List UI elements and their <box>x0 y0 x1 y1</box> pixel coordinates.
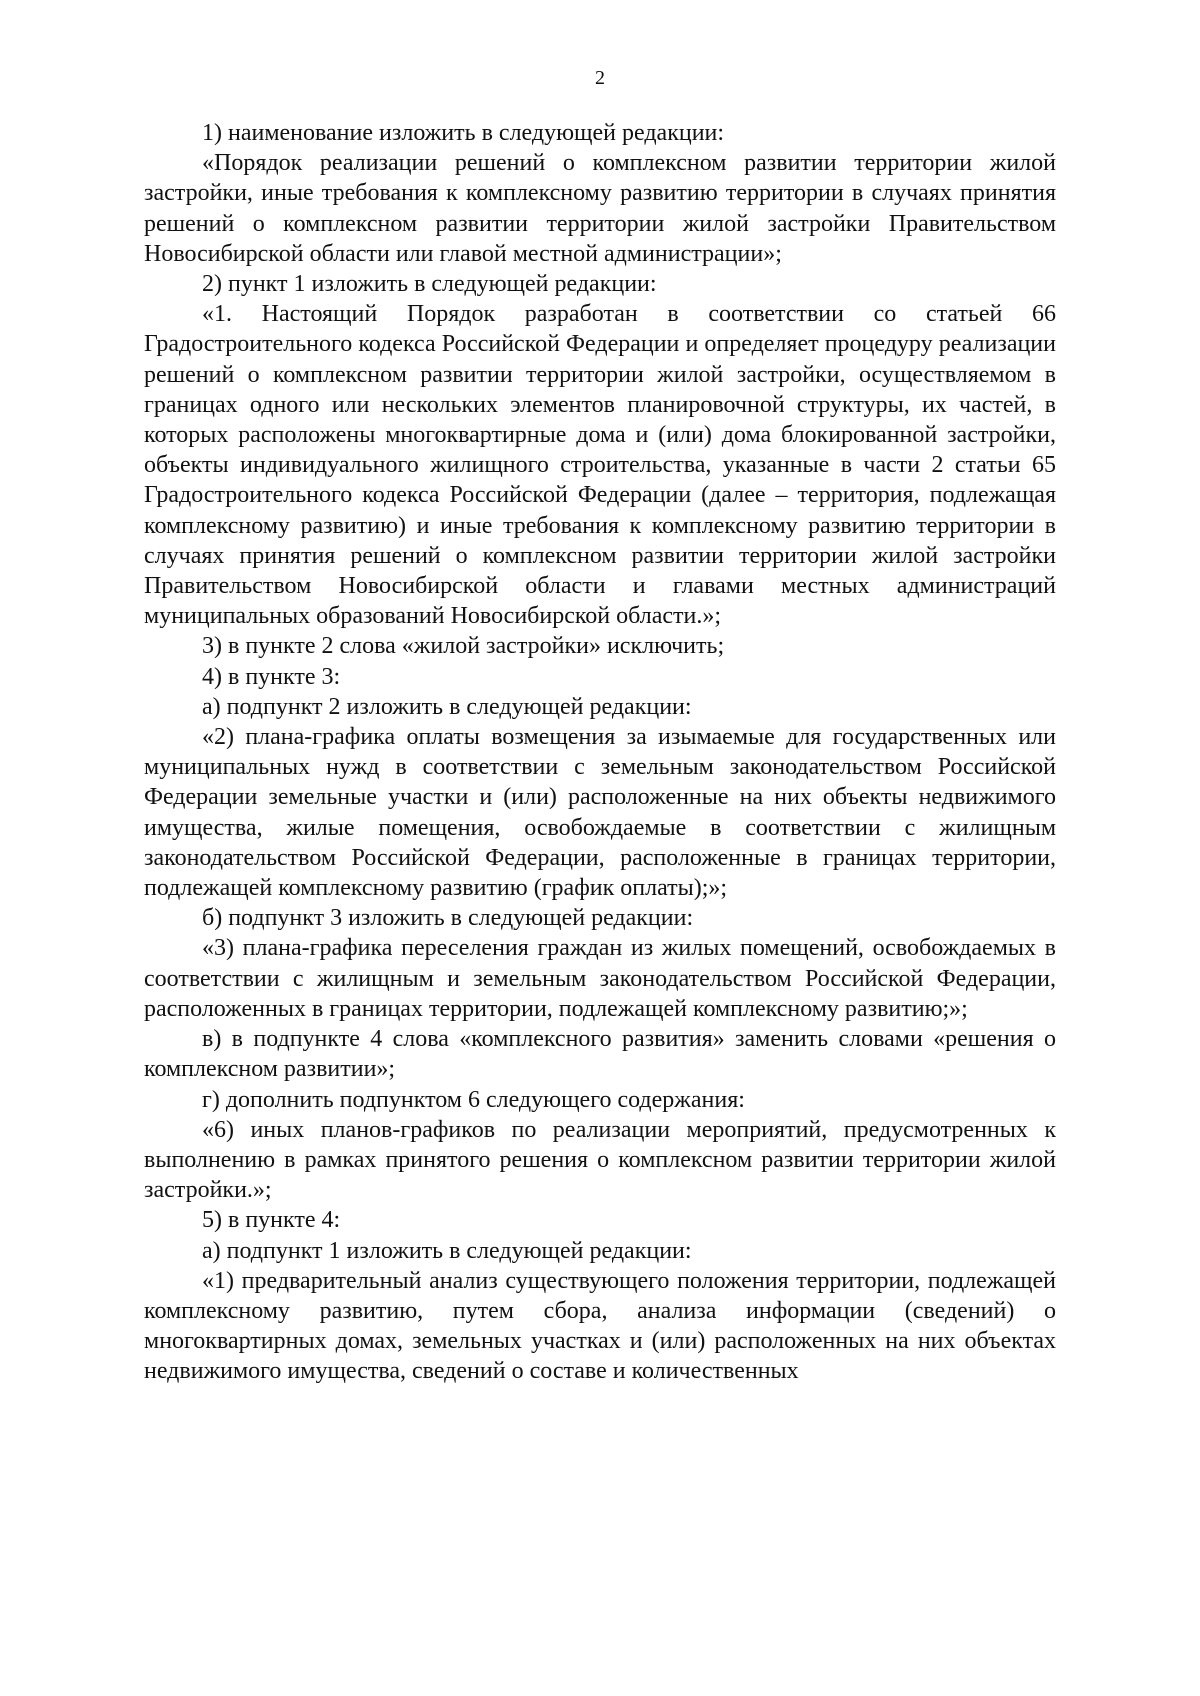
paragraph: 1) наименование изложить в следующей редакции: <box>202 120 725 146</box>
paragraph: г) дополнить подпунктом 6 следующего содержания: <box>202 1086 745 1113</box>
paragraph: 5) в пункте 4: <box>202 1207 341 1234</box>
paragraph: «3) плана-графика переселения граждан из жилых помещений, освобождаемых в соответствии с жилищным и земельным законодательством Российской Федерации, расположенных в границах территории, подлежащей комплексному развитию;»; <box>144 935 1056 1022</box>
paragraph: «6) иных планов-графиков по реализации мероприятий, предусмотренных к выполнению в рамках принятого решения о комплексном развитии территории жилой застройки.»; <box>144 1116 1056 1204</box>
paragraph: 2) пункт 1 изложить в следующей редакции: <box>202 271 657 298</box>
paragraph: в) в подпункте 4 слова «комплексного развития» заменить словами «решения о комплексном развитии»; <box>144 1026 1056 1083</box>
paragraph: «2) плана-графика оплаты возмещения за изымаемые для государственных или муниципальных нужд в соответствии с земельным законодательством Российской Федерации земельные участки и (или) расположенные на них объекты недвижимого имущества, жилые помещения, освобождаемые в соответствии с жилищным законодательством Российской Федерации, расположенные в границах территории, подлежащей комплексному развитию (график оплаты);»; <box>144 724 1056 902</box>
paragraph: 3) в пункте 2 слова «жилой застройки» исключить; <box>202 633 725 660</box>
paragraph: «Порядок реализации решений о комплексном развитии территории жилой застройки, иные требования к комплексному развитию территории в случаях принятия решений о комплексном развитии территории жилой застройки Правительством Новосибирской области или главой местной администрации»; <box>144 150 1056 267</box>
paragraph: б) подпункт 3 изложить в следующей редакции: <box>202 905 694 932</box>
paragraph: «1) предварительный анализ существующего положения территории, подлежащей комплексному развитию, путем сбора, анализа информации (сведений) о многоквартирных домах, земельных участках и (или) расположенных на них объектах недвижимого имущества, сведений о составе и количественных <box>144 1267 1056 1385</box>
page-number: 2 <box>595 67 605 89</box>
document-body <box>144 118 1056 1387</box>
paragraph: а) подпункт 2 изложить в следующей редакции: <box>202 693 692 720</box>
paragraph: 4) в пункте 3: <box>202 663 341 690</box>
paragraph: «1. Настоящий Порядок разработан в соответствии со статьей 66 Градостроительного кодекса Российской Федерации и определяет процедуру реализации решений о комплексном развитии территории жилой застройки, осуществляемом в границах одного или нескольких элементов планировочной структуры, их частей, в которых расположены многоквартирные дома и (или) дома блокированной застройки, объекты индивидуального жилищного строительства, указанные в части 2 статьи 65 Градостроительного кодекса Российской Федерации (далее – территория, подлежащая комплексному развитию) и иные требования к комплексному развитию территории в случаях принятия решений о комплексном развитии территории жилой застройки Правительством Новосибирской области и главами местных администраций муниципальных образований Новосибирской области.»; <box>144 301 1056 630</box>
paragraph: а) подпункт 1 изложить в следующей редакции: <box>202 1237 692 1264</box>
